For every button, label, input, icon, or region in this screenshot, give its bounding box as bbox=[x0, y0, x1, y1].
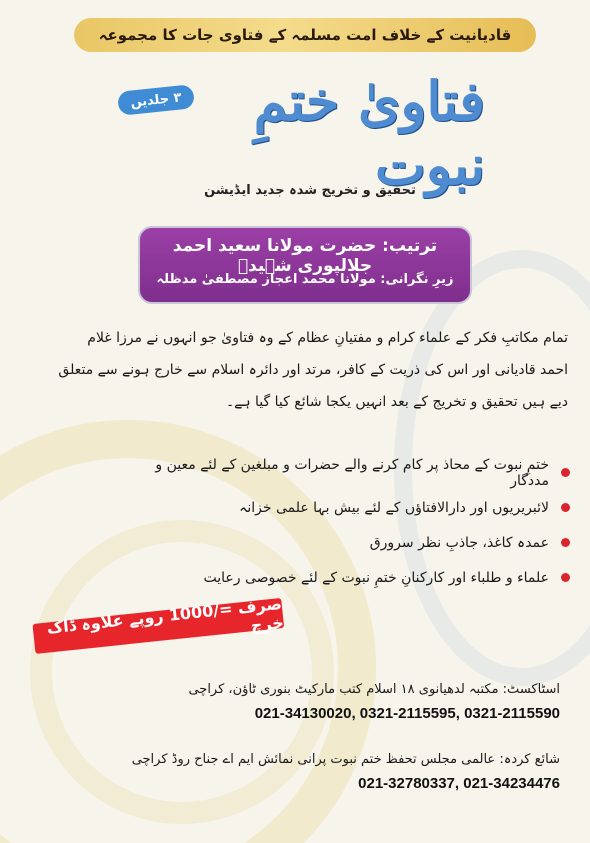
supervisor-line: زیرِ نگرانی: مولانا محمد اعجاز مصطفیٰ مدظلہ bbox=[156, 272, 454, 287]
bullet-icon bbox=[561, 573, 570, 582]
stockist-phones: 021-34130020, 0321-2115595, 0321-2115590 bbox=[254, 705, 560, 722]
compiler-line: ترتیب: حضرت مولانا سعید احمد جلالپوری شہیدؒ bbox=[172, 236, 438, 276]
feature-text: عمدہ کاغذ، جاذبِ نظر سرورق bbox=[369, 534, 549, 551]
compiler-box bbox=[138, 226, 472, 304]
stockist-label: اسٹاکسٹ: مکتبہ لدھیانوی ۱۸ اسلام کتب مارکیٹ بنوری ٹاؤن، کراچی bbox=[188, 682, 560, 697]
bullet-icon bbox=[561, 503, 570, 512]
book-title: فتاویٰ ختمِ نبوت bbox=[253, 69, 485, 197]
bullet-icon bbox=[561, 468, 570, 477]
publisher-phones: 021-32780337, 021-34234476 bbox=[358, 775, 560, 792]
edition-subtitle: تحقیق و تخریج شدہ جدید ایڈیشن bbox=[204, 183, 416, 198]
volumes-badge: ۳ جلدیں bbox=[117, 84, 195, 116]
description-paragraph: تمام مکاتبِ فکر کے علماء کرام و مفتیانِ عظام کے وہ فتاویٰ جو انہوں نے مرزا غلام احمد قادیانی اور اس کی ذریت کے کافر، مرتد اور دائرہ اسلام سے خارج ہونے سے متعلق دیے ہیں تحقیق و تخریج کے بعد انہیں یکجا شائع کیا گیا ہے۔ bbox=[58, 330, 568, 410]
feature-item bbox=[120, 560, 570, 595]
features-list bbox=[120, 455, 570, 595]
top-banner: قادیانیت کے خلاف امت مسلمہ کے فتاوی جات کا مجموعہ bbox=[74, 18, 536, 52]
bullet-icon bbox=[561, 538, 570, 547]
publisher-block bbox=[100, 752, 560, 792]
feature-item bbox=[120, 455, 570, 490]
price-strip: صرف =/1000 روپے علاوہ ڈاک خرچ bbox=[32, 598, 284, 654]
feature-text: ختمِ نبوت کے محاذ پر کام کرنے والے حضرات و مبلغین کے لئے معین و مددگار bbox=[155, 456, 549, 489]
publisher-label: شائع کردہ: عالمی مجلس تحفظ ختم نبوت پرانی نمائش ایم اے جناح روڈ کراچی bbox=[131, 752, 560, 767]
feature-item bbox=[120, 525, 570, 560]
stockist-block bbox=[120, 682, 560, 722]
feature-text: لائبریریوں اور دارالافتاؤں کے لئے بیش بہا علمی خزانہ bbox=[239, 499, 549, 516]
feature-item bbox=[120, 490, 570, 525]
feature-text: علماء و طلباء اور کارکنانِ ختمِ نبوت کے لئے خصوصی رعایت bbox=[203, 569, 549, 586]
